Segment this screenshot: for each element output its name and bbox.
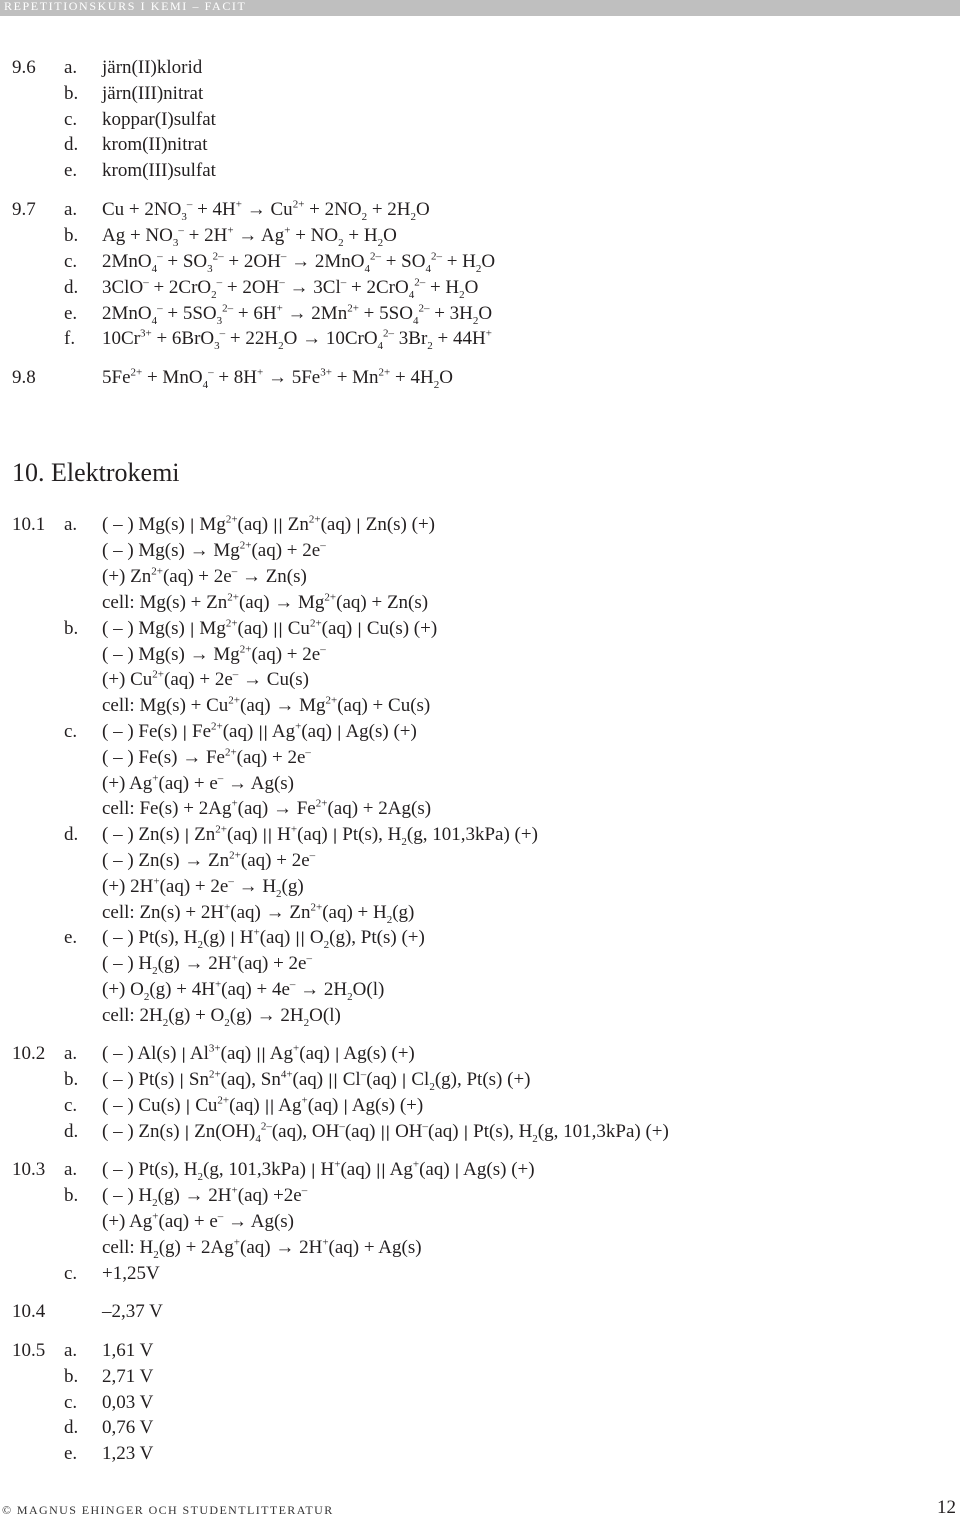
subpart-label: d. <box>64 824 79 845</box>
running-header: REPETITIONSKURS I KEMI – FACIT <box>4 0 247 13</box>
subpart-label: a. <box>64 1159 78 1180</box>
answer-text: $3ClO^- + 2CrO_2^- + 2OH^- \to 3Cl^- + 2CrO_4^{2-} + H_2O$ <box>102 276 479 301</box>
answer-text: ( – ) Pt(s) | $Sn^{2+}(aq)$, $Sn^{4+}(aq)$ || Cl–(aq) | $Cl_2(g)$, Pt(s) (+) <box>102 1068 531 1093</box>
answer-text: 0,76 V <box>102 1417 154 1438</box>
answer-text: ( – ) Fe(s) | $Fe^{2+}(aq)$ || Ag+(aq) | Ag(s) (+) <box>102 720 417 742</box>
exercise-number: 10.1 <box>12 514 46 535</box>
answer-text: ( – ) $Fe(s) \to Fe^{2+}(aq) + 2e^-$ <box>102 746 311 768</box>
answer-text: $2MnO_4^- + 5SO_3^{2-} + 6H^+ \to 2Mn^{2+} + 5SO_4^{2-} + 3H_2O$ <box>102 302 493 327</box>
header-bar <box>0 0 960 16</box>
subpart-label: b. <box>64 1069 79 1090</box>
subpart-label: c. <box>64 1392 78 1413</box>
answer-text: $10Cr^{3+} + 6BrO_3^- + 22H_2O \to 10CrO_4^{2-}$ $3Br_2 + 44H^+$ <box>102 327 492 352</box>
answer-text: (+) $Zn^{2+}(aq) + 2e^- \to Zn(s)$ <box>102 565 307 587</box>
subpart-label: b. <box>64 1185 79 1206</box>
answer-text: cell: $Mg(s) + Cu^{2+}(aq) \to Mg^{2+}(aq) + Cu(s)$ <box>102 694 431 716</box>
answer-text: ( – ) Mg(s) | $Mg^{2+}(aq)$ || $Zn^{2+}(aq)$ | Zn(s) (+) <box>102 513 436 535</box>
answer-text: järn(II)klorid <box>102 57 203 78</box>
answer-text: ( – ) Pt(s), $H_2(g)$ | H+(aq) || $O_2(g)$, Pt(s) (+) <box>102 926 425 951</box>
subpart-label: a. <box>64 57 78 78</box>
answer-text: (+) Ag+(aq) + e– → Ag(s) <box>102 772 294 794</box>
subpart-label: c. <box>64 1263 78 1284</box>
subpart-label: c. <box>64 109 78 130</box>
subpart-label: e. <box>64 1443 78 1464</box>
subpart-label: a. <box>64 1340 78 1361</box>
answer-text: (+) $Cu^{2+}(aq) + 2e^- \to Cu(s)$ <box>102 668 309 690</box>
answer-text: 1,61 V <box>102 1340 154 1361</box>
answer-text: ( – ) Al(s) | $Al^{3+}(aq)$ || Ag+(aq) | Ag(s) (+) <box>102 1042 415 1064</box>
answer-text: cell: $Fe(s) + 2Ag^+(aq) \to Fe^{2+}(aq) + 2Ag(s)$ <box>102 797 432 819</box>
answer-text: ( – ) $Zn(s) \to Zn^{2+}(aq) + 2e^-$ <box>102 849 316 871</box>
subpart-label: b. <box>64 225 79 246</box>
subpart-label: b. <box>64 83 79 104</box>
subpart-label: d. <box>64 1417 79 1438</box>
answer-text: järn(III)nitrat <box>102 83 204 104</box>
answer-text: cell: $2H_2(g) + O_2(g) \to 2H_2O(l)$ <box>102 1005 341 1029</box>
answer-text: –2,37 V <box>102 1301 163 1322</box>
subpart-label: e. <box>64 303 78 324</box>
answer-text: ( – ) Mg(s) | $Mg^{2+}(aq)$ || $Cu^{2+}(aq)$ | Cu(s) (+) <box>102 617 438 639</box>
answer-text: ( – ) $Mg(s) \to Mg^{2+}(aq) + 2e^-$ <box>102 539 326 561</box>
subpart-label: a. <box>64 199 78 220</box>
subpart-label: e. <box>64 927 78 948</box>
answer-text: 1,23 V <box>102 1443 154 1464</box>
exercise-number: 9.6 <box>12 57 36 78</box>
answer-text: $5Fe^{2+} + MnO_4^- + 8H^+ \to 5Fe^{3+} + Mn^{2+} + 4H_2O$ <box>102 366 453 391</box>
answer-text: ( – ) Pt(s), $H_2(g$, 101,3kPa) | H+(aq) || Ag+(aq) | Ag(s) (+) <box>102 1158 535 1183</box>
answer-text: ( – ) Cu(s) | $Cu^{2+}(aq)$ || Ag+(aq) | Ag(s) (+) <box>102 1094 424 1116</box>
subpart-label: e. <box>64 160 78 181</box>
answer-text: ( – ) $H_2(g) \to 2H^+(aq) +2e^-$ <box>102 1184 308 1209</box>
exercise-number: 10.2 <box>12 1043 46 1064</box>
answer-text: ( – ) $H_2(g) \to 2H^+(aq) + 2e^-$ <box>102 952 312 977</box>
subpart-label: f. <box>64 328 76 349</box>
section-heading: 10. Elektrokemi <box>12 458 180 487</box>
answer-text: ( – ) Zn(s) | $Zn(OH)_4^{2-}(aq)$, OH–(aq) || OH–(aq) | Pt(s), $H_2(g$, 101,3kPa) (+) <box>102 1120 669 1145</box>
subpart-label: a. <box>64 1043 78 1064</box>
subpart-label: d. <box>64 277 79 298</box>
subpart-label: d. <box>64 134 79 155</box>
answer-text: ( – ) $Mg(s) \to Mg^{2+}(aq) + 2e^-$ <box>102 643 326 665</box>
answer-text: cell: $H_2(g) + 2Ag^+(aq) \to 2H^+(aq) + Ag(s)$ <box>102 1236 422 1261</box>
exercise-number: 10.4 <box>12 1301 46 1322</box>
subpart-label: d. <box>64 1121 79 1142</box>
answer-text: (+) $2H^+(aq) + 2e^- \to H_2(g)$ <box>102 875 304 900</box>
answer-text: cell: $Zn(s) + 2H^+(aq) \to Zn^{2+}(aq) + H_2(g)$ <box>102 901 415 926</box>
subpart-label: b. <box>64 618 79 639</box>
answer-text: $Ag + NO_3^- + 2H^+ \to Ag^+ + NO_2 + H_2O$ <box>102 224 397 249</box>
subpart-label: a. <box>64 514 78 535</box>
subpart-label: c. <box>64 251 78 272</box>
answer-text: krom(II)nitrat <box>102 134 208 155</box>
exercise-number: 9.8 <box>12 367 36 388</box>
answer-text: $Cu + 2NO_3^- + 4H^+ \to Cu^{2+} + 2NO_2 + 2H_2O$ <box>102 198 430 223</box>
subpart-label: c. <box>64 1095 78 1116</box>
exercise-number: 10.3 <box>12 1159 46 1180</box>
answer-text: $2MnO_4^- + SO_3^{2-} + 2OH^- \to 2MnO_4^{2-} + SO_4^{2-} + H_2O$ <box>102 250 496 275</box>
answer-text: +1,25V <box>102 1263 160 1284</box>
answer-text: 0,03 V <box>102 1392 154 1413</box>
exercise-number: 10.5 <box>12 1340 46 1361</box>
answer-text: 2,71 V <box>102 1366 154 1387</box>
footer-copyright: © MAGNUS EHINGER OCH STUDENTLITTERATUR <box>2 1503 334 1517</box>
answer-text: (+) $O_2(g) + 4H^+(aq) + 4e^- \to 2H_2O(l)$ <box>102 978 385 1003</box>
subpart-label: c. <box>64 721 78 742</box>
answer-text: krom(III)sulfat <box>102 160 216 181</box>
answer-text: cell: $Mg(s) + Zn^{2+}(aq) \to Mg^{2+}(aq) + Zn(s)$ <box>102 591 429 613</box>
answer-text: (+) Ag+(aq) + e– → Ag(s) <box>102 1210 294 1232</box>
answer-text: koppar(I)sulfat <box>102 109 216 130</box>
answer-text: ( – ) Zn(s) | $Zn^{2+}(aq)$ || H+(aq) | Pt(s), $H_2(g$, 101,3kPa) (+) <box>102 823 538 848</box>
page-number: 12 <box>937 1497 956 1518</box>
subpart-label: b. <box>64 1366 79 1387</box>
exercise-number: 9.7 <box>12 199 36 220</box>
